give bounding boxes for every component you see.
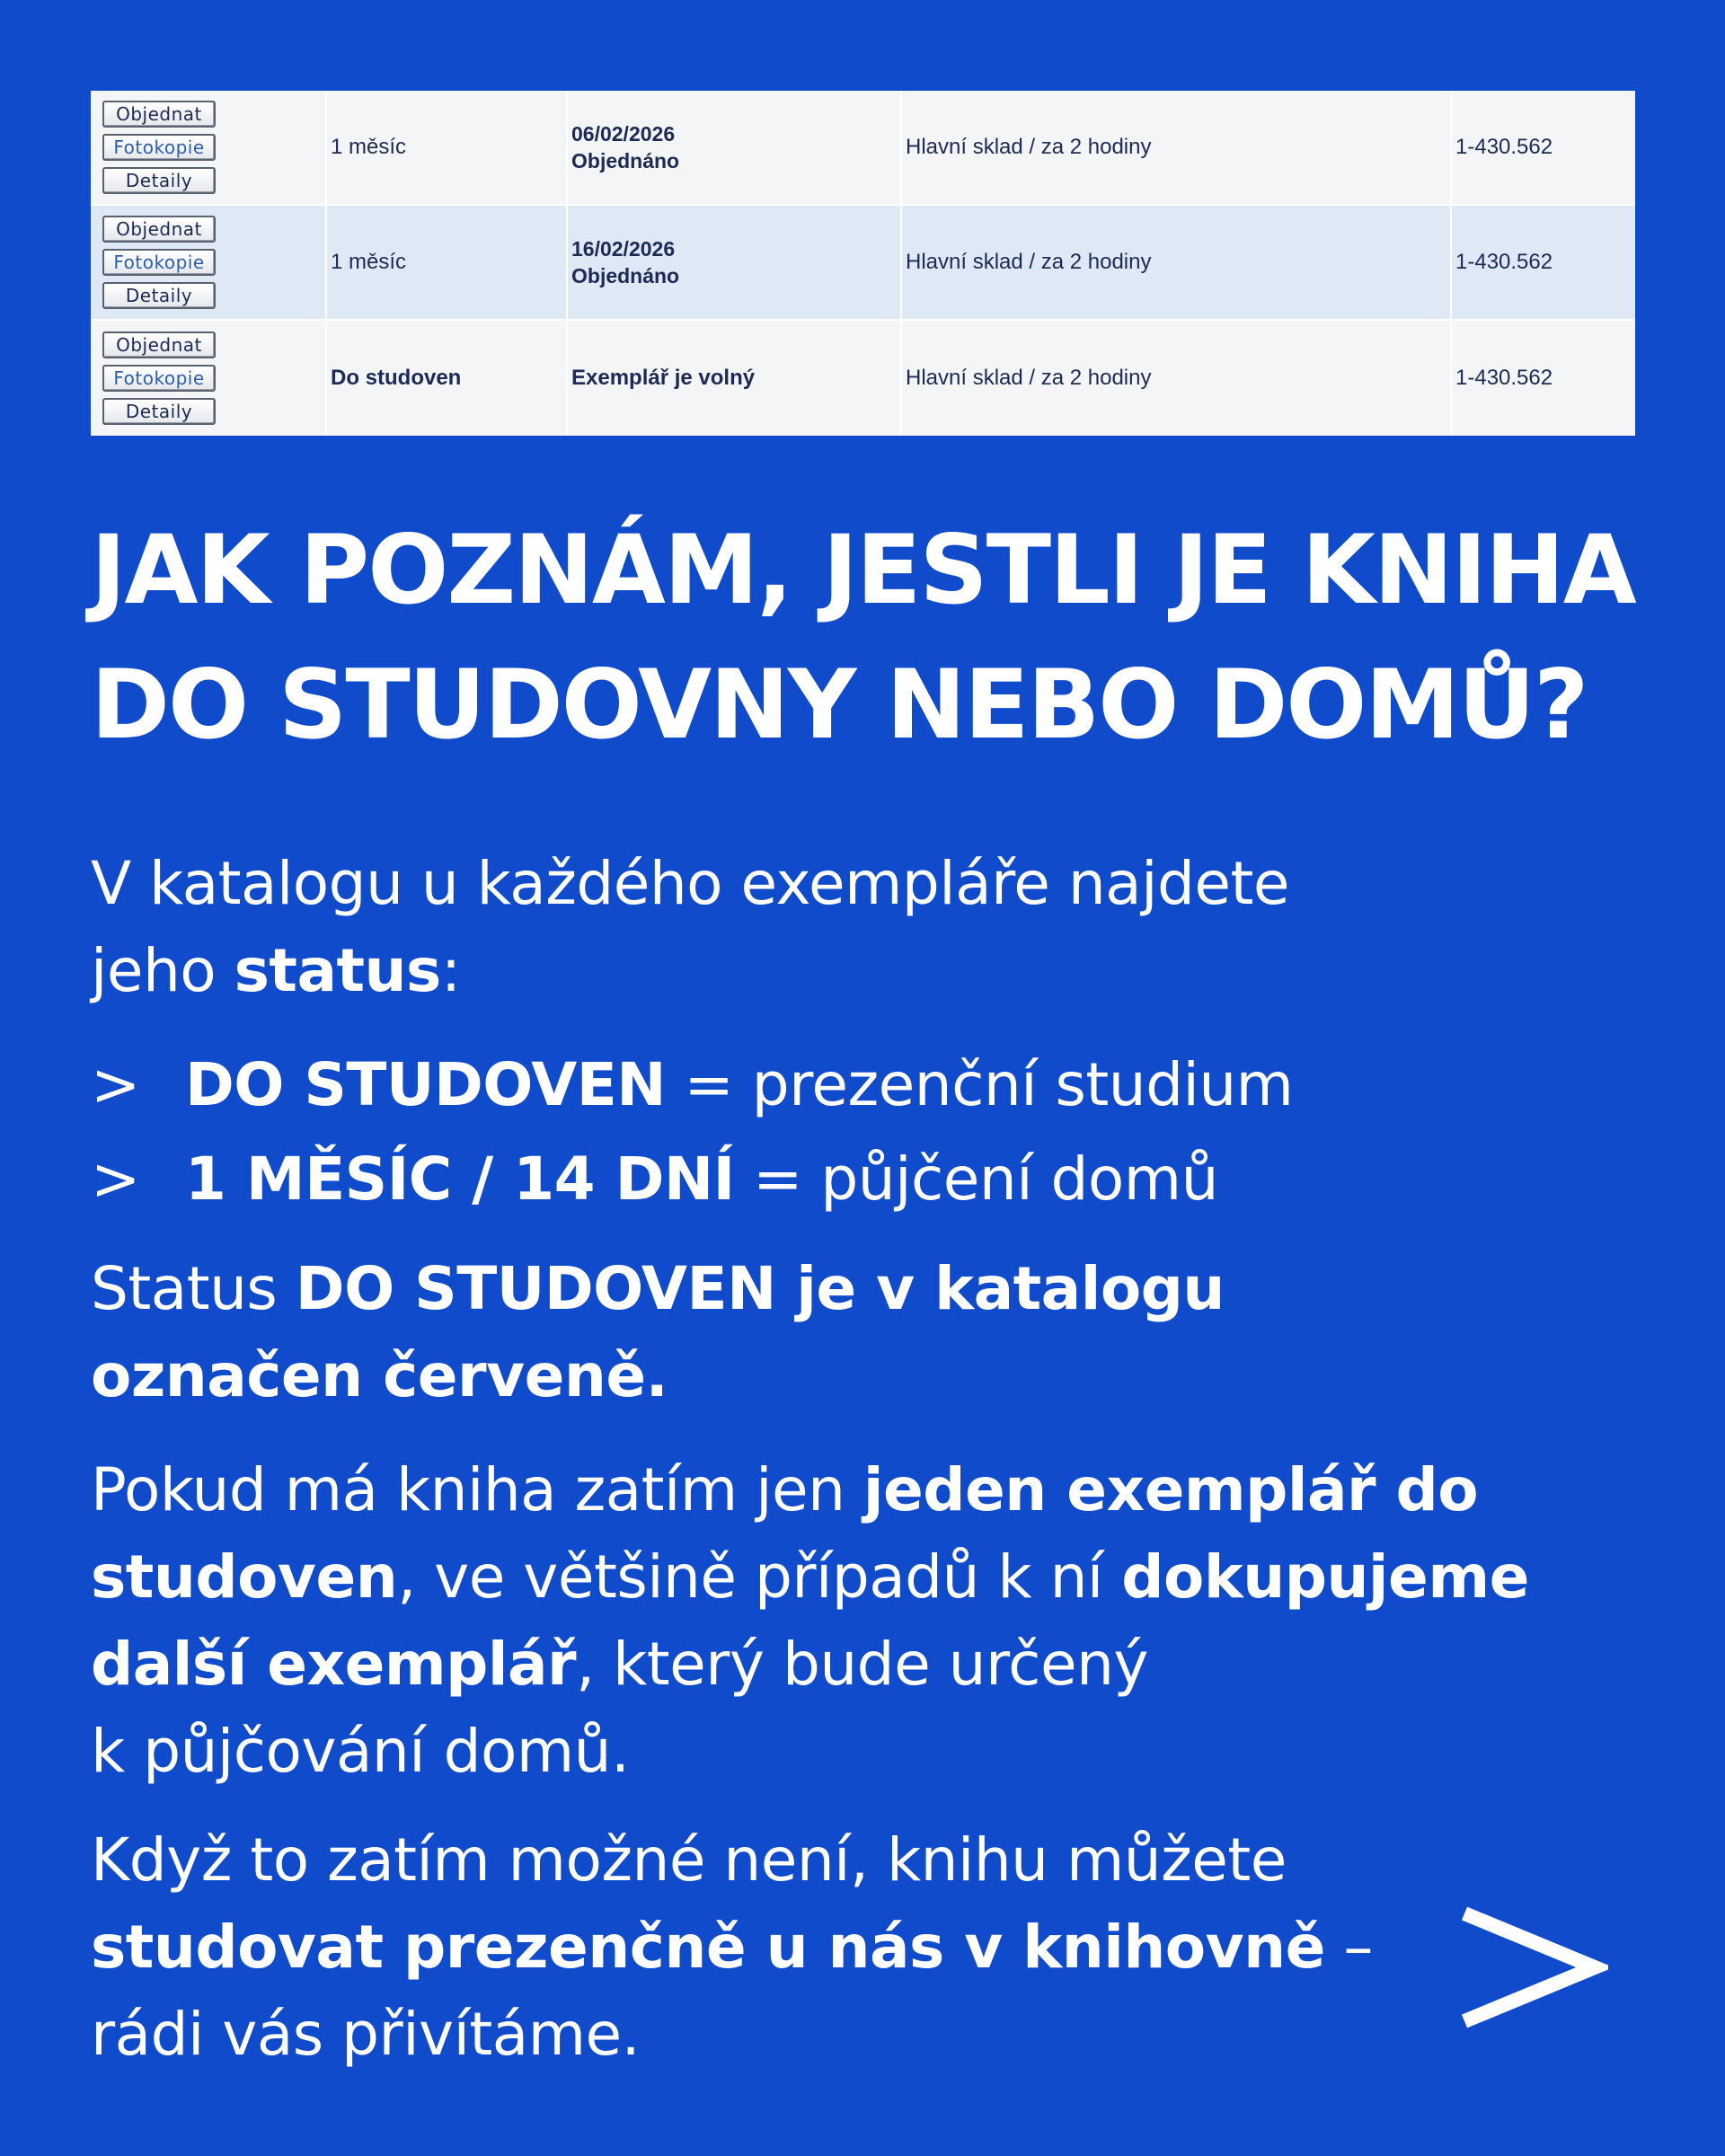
details-button[interactable]: Detaily [102,167,216,194]
para-bold: jeden exemplář do [862,1455,1479,1524]
details-button[interactable]: Detaily [102,398,216,425]
status-cell [568,206,902,319]
title-line-2: DO STUDOVNY NEBO DOMŮ? [91,649,1588,760]
actions-cell [91,91,327,204]
status-date: 16/02/2026 [571,237,676,261]
loan-period: 1 měsíc [327,206,568,319]
intro-paragraph [91,840,1618,1014]
list-item [91,1132,1618,1226]
order-button[interactable]: Objednat [102,331,216,358]
status-cell [568,91,902,204]
status-text: Objednáno [571,149,680,172]
intro-text: jeho [91,936,234,1005]
para-text: Pokud má kniha zatím jen [91,1455,863,1524]
para-line-3 [91,1621,1618,1708]
red-status-note [91,1245,1618,1419]
closing-dash: – [1324,1913,1373,1982]
photocopy-button[interactable]: Fotokopie [102,249,216,276]
para-bold: studoven [91,1542,398,1612]
closing-paragraph [91,1816,1618,2078]
note-bold: označen červeně. [91,1341,668,1410]
closing-bold: studovat prezenčně u nás v knihovně [91,1913,1325,1982]
title-line-1: JAK POZNÁM, JESTLI JE KNIHA [91,515,1635,625]
para-bold: další exemplář [91,1630,577,1699]
closing-line-2 [91,1904,1618,1991]
loan-period-reading-room: Do studoven [327,321,568,436]
table-row [91,206,1635,319]
status-term: status [234,936,441,1005]
para-bold: dokupujeme [1121,1542,1529,1612]
note-bold: DO STUDOVEN je v katalogu [295,1254,1225,1323]
page-title [91,503,1672,773]
table-row [91,91,1635,204]
extra-copy-paragraph [91,1446,1618,1795]
bullet-term: DO STUDOVEN [185,1050,667,1119]
actions-cell [91,321,327,436]
actions-cell [91,206,327,319]
note-line-2 [91,1332,1618,1419]
table-row [91,321,1635,436]
bullet-term: 1 MĚSÍC / 14 DNÍ [185,1144,735,1214]
order-button[interactable]: Objednat [102,101,216,128]
para-line-4: k půjčování domů. [91,1717,630,1786]
details-button[interactable]: Detaily [102,282,216,309]
catalog-table [91,91,1635,436]
status-date: 06/02/2026 [571,122,676,146]
signature: 1-430.562 [1452,321,1635,436]
bullet-meaning: = půjčení domů [734,1144,1218,1214]
list-item [91,1038,1618,1132]
bullet-meaning: = prezenční studium [666,1050,1294,1119]
bullet-arrow-icon: > [91,1144,140,1214]
note-text: Status [91,1254,296,1323]
note-line-1 [91,1245,1618,1332]
location: Hlavní sklad / za 2 hodiny [902,206,1452,319]
para-text: , ve většině případů k ní [397,1542,1122,1612]
closing-line-1: Když to zatím možné není, knihu můžete [91,1825,1287,1895]
intro-line-1: V katalogu u každého exempláře najdete [91,849,1289,918]
location: Hlavní sklad / za 2 hodiny [902,321,1452,436]
signature: 1-430.562 [1452,91,1635,204]
loan-period: 1 měsíc [327,91,568,204]
photocopy-button[interactable]: Fotokopie [102,134,216,161]
para-text: , který bude určený [576,1630,1148,1699]
para-line-1 [91,1446,1618,1533]
location: Hlavní sklad / za 2 hodiny [902,91,1452,204]
status-text: Exemplář je volný [568,321,902,436]
status-text: Objednáno [571,264,680,287]
intro-line-2 [91,927,1618,1014]
intro-colon: : [440,936,461,1005]
bullet-arrow-icon: > [91,1050,140,1119]
order-button[interactable]: Objednat [102,216,216,243]
chevron-right-icon[interactable] [1455,1895,1608,2039]
para-line-2 [91,1533,1618,1621]
photocopy-button[interactable]: Fotokopie [102,365,216,392]
status-list [91,1038,1618,1226]
closing-line-3: rádi vás přivítáme. [91,2000,641,2069]
signature: 1-430.562 [1452,206,1635,319]
